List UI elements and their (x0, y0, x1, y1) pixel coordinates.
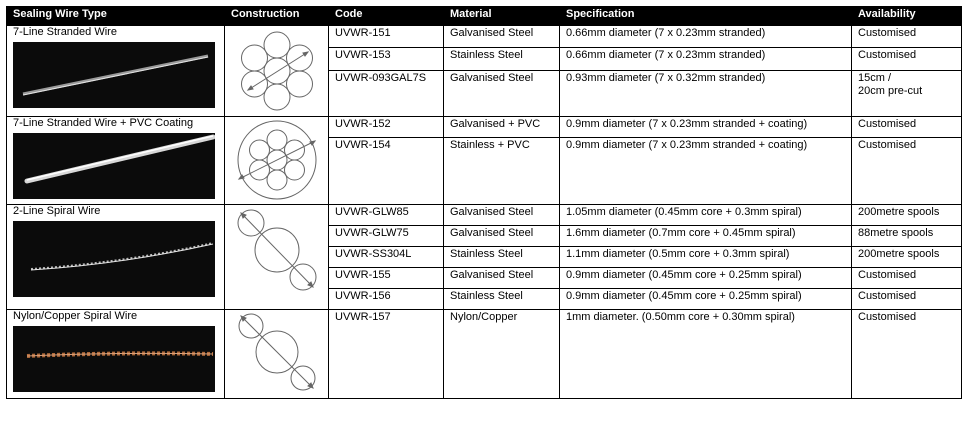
stranded-construction-icon (234, 28, 320, 114)
availability-cell: 15cm / 20cm pre-cut (852, 70, 962, 116)
wire-type-label: 2-Line Spiral Wire (13, 205, 101, 217)
header-specification: Specification (560, 7, 852, 26)
wire-photo-pvc (13, 133, 215, 199)
code-cell: UVWR-156 (329, 289, 444, 310)
type-cell (7, 26, 225, 117)
spec-cell: 0.66mm diameter (7 x 0.23mm stranded) (560, 48, 852, 70)
wire-photo-stranded (13, 42, 215, 108)
spec-cell: 1mm diameter. (0.50mm core + 0.30mm spiral) (560, 310, 852, 399)
availability-cell: 88metre spools (852, 226, 962, 247)
code-cell: UVWR-155 (329, 268, 444, 289)
product-table (6, 6, 962, 399)
material-cell: Galvanised Steel (444, 268, 560, 289)
construction-cell (225, 205, 329, 310)
code-cell: UVWR-151 (329, 26, 444, 48)
wire-type-label: 7-Line Stranded Wire (13, 26, 117, 38)
availability-cell: Customised (852, 310, 962, 399)
wire-type-label: Nylon/Copper Spiral Wire (13, 310, 138, 322)
material-cell: Stainless + PVC (444, 138, 560, 205)
wire-type-label: 7-Line Stranded Wire + PVC Coating (13, 117, 194, 129)
spec-cell: 0.9mm diameter (0.45mm core + 0.25mm spiral) (560, 268, 852, 289)
header-material: Material (444, 7, 560, 26)
header-construction: Construction (225, 7, 329, 26)
availability-cell: Customised (852, 26, 962, 48)
material-cell: Galvanised Steel (444, 70, 560, 116)
material-cell: Stainless Steel (444, 48, 560, 70)
availability-cell: 200metre spools (852, 247, 962, 268)
material-cell: Nylon/Copper (444, 310, 560, 399)
type-cell (7, 117, 225, 205)
spec-cell: 0.9mm diameter (7 x 0.23mm stranded + coating) (560, 117, 852, 138)
spec-cell: 0.9mm diameter (0.45mm core + 0.25mm spiral) (560, 289, 852, 310)
code-cell: UVWR-152 (329, 117, 444, 138)
code-cell: UVWR-154 (329, 138, 444, 205)
spec-cell: 1.1mm diameter (0.5mm core + 0.3mm spiral) (560, 247, 852, 268)
table-row (7, 310, 962, 399)
spiral-construction-icon (229, 207, 325, 293)
material-cell: Galvanised + PVC (444, 117, 560, 138)
spec-cell: 0.93mm diameter (7 x 0.32mm stranded) (560, 70, 852, 116)
nylon-copper-construction-icon (229, 312, 325, 392)
code-cell: UVWR-157 (329, 310, 444, 399)
code-cell: UVWR-093GAL7S (329, 70, 444, 116)
spec-cell: 0.9mm diameter (7 x 0.23mm stranded + coating) (560, 138, 852, 205)
type-cell (7, 310, 225, 399)
availability-cell: Customised (852, 48, 962, 70)
code-cell: UVWR-153 (329, 48, 444, 70)
type-cell (7, 205, 225, 310)
spec-cell: 1.05mm diameter (0.45mm core + 0.3mm spiral) (560, 205, 852, 226)
construction-cell (225, 310, 329, 399)
availability-cell: Customised (852, 268, 962, 289)
construction-cell (225, 117, 329, 205)
wire-photo-nylon-copper (13, 326, 215, 392)
material-cell: Stainless Steel (444, 247, 560, 268)
spec-cell: 0.66mm diameter (7 x 0.23mm stranded) (560, 26, 852, 48)
header-code: Code (329, 7, 444, 26)
header-availability: Availability (852, 7, 962, 26)
availability-cell: 200metre spools (852, 205, 962, 226)
pvc-construction-icon (233, 119, 321, 201)
construction-cell (225, 26, 329, 117)
availability-cell: Customised (852, 117, 962, 138)
header-type: Sealing Wire Type (7, 7, 225, 26)
wire-photo-spiral (13, 221, 215, 297)
material-cell: Stainless Steel (444, 289, 560, 310)
spec-cell: 1.6mm diameter (0.7mm core + 0.45mm spiral) (560, 226, 852, 247)
code-cell: UVWR-GLW85 (329, 205, 444, 226)
code-cell: UVWR-SS304L (329, 247, 444, 268)
table-row (7, 26, 962, 48)
table-row (7, 205, 962, 226)
header-row (7, 7, 962, 26)
material-cell: Galvanised Steel (444, 226, 560, 247)
material-cell: Galvanised Steel (444, 205, 560, 226)
availability-cell: Customised (852, 289, 962, 310)
material-cell: Galvanised Steel (444, 26, 560, 48)
code-cell: UVWR-GLW75 (329, 226, 444, 247)
availability-cell: Customised (852, 138, 962, 205)
table-row (7, 117, 962, 138)
